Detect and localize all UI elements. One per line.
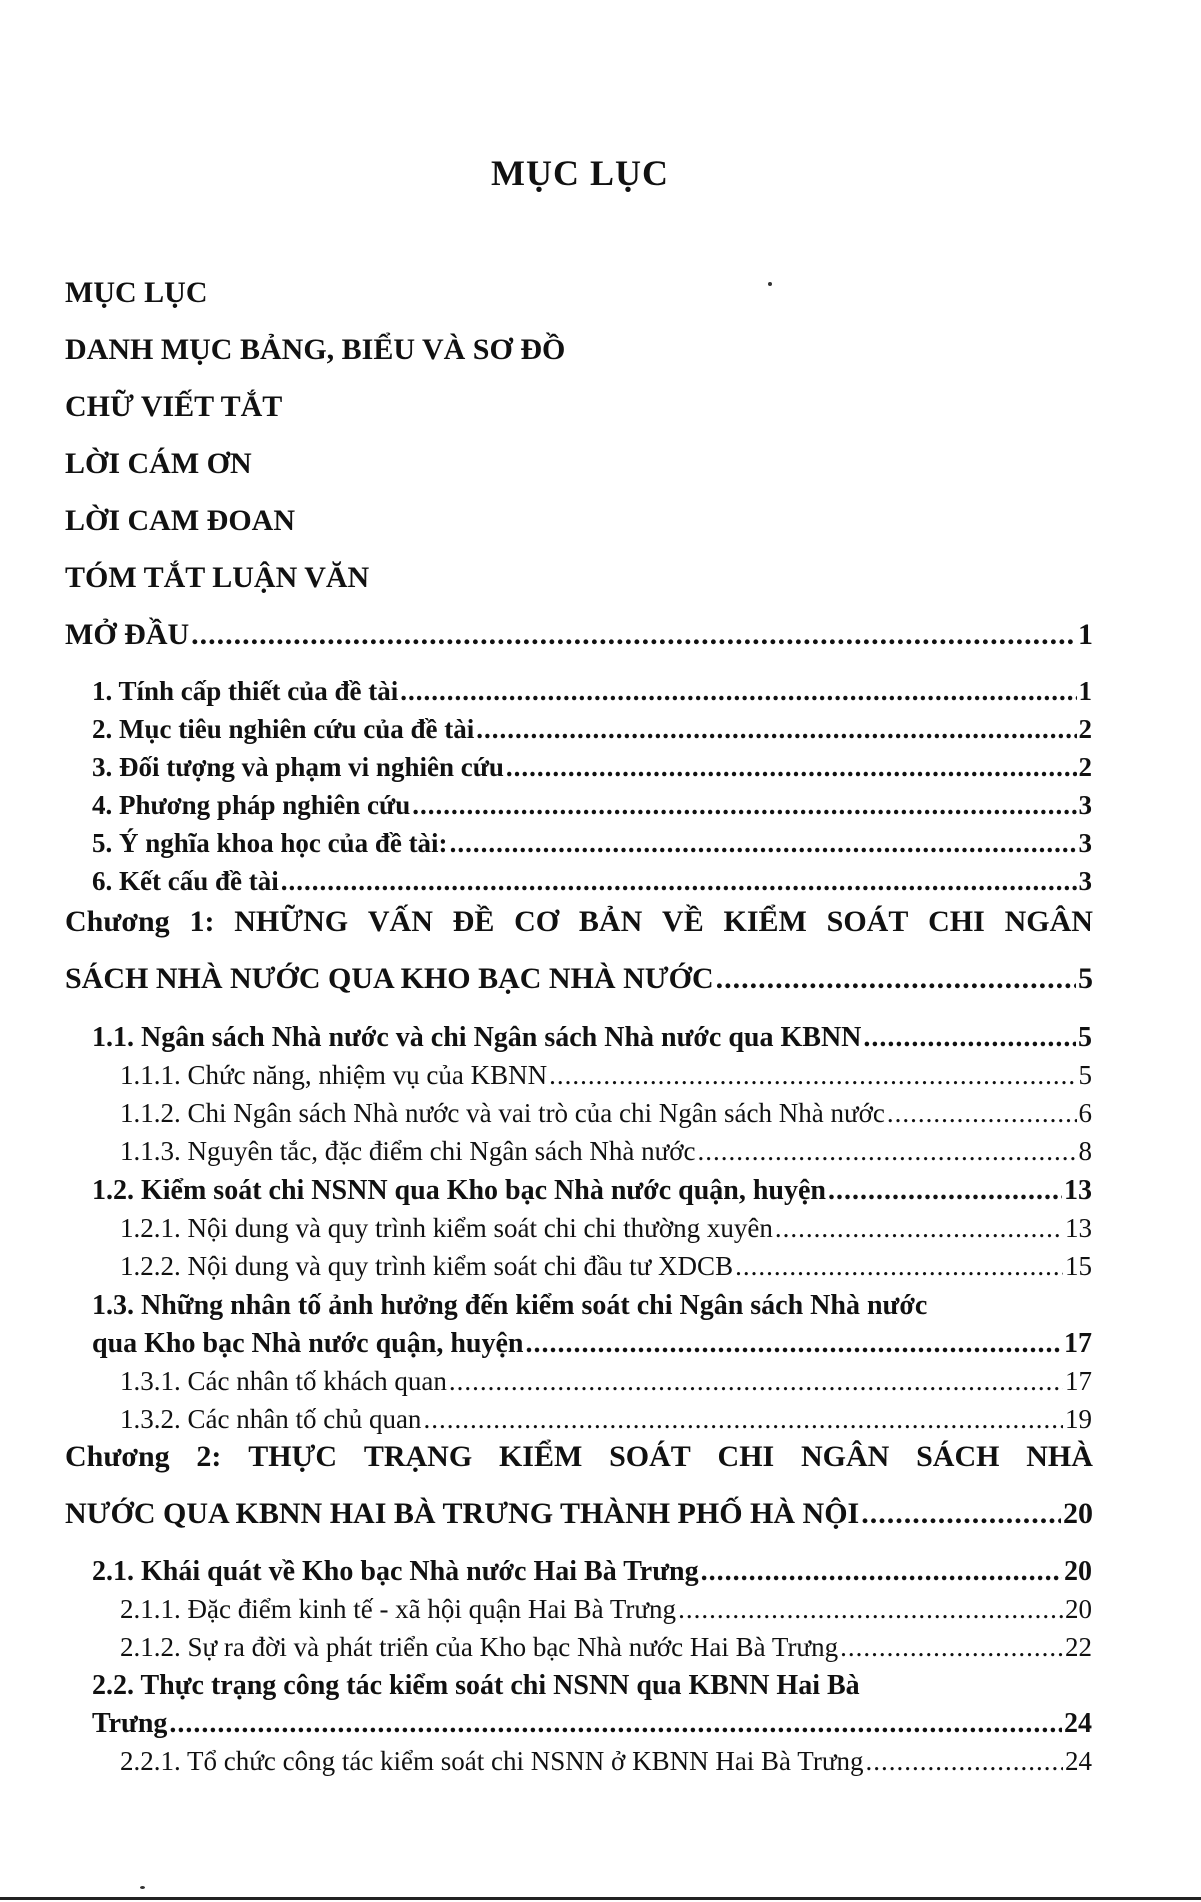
- toc-entry-label: 3. Đối tượng và phạm vi nghiên cứu: [92, 752, 504, 782]
- toc-chapter-1-line-2: [65, 962, 1093, 996]
- toc-entry-label: 2.2.1. Tổ chức công tác kiểm soát chi NSNN ở KBNN Hai Bà Trưng: [120, 1746, 864, 1776]
- toc-section: [92, 1022, 1092, 1054]
- toc-page-number: 8: [1078, 1136, 1092, 1166]
- toc-leader-dots: [191, 618, 1076, 652]
- toc-entry-label: 2.1.2. Sự ra đời và phát triển của Kho bạc Nhà nước Hai Bà Trưng: [120, 1632, 839, 1662]
- toc-chapter-2-line-1: [65, 1440, 1093, 1474]
- toc-leader-dots: [716, 962, 1076, 996]
- toc-front-item: MỤC LỤC: [65, 276, 208, 309]
- toc-subsection: [120, 1060, 1092, 1091]
- toc-leader-dots: [476, 714, 1076, 745]
- toc-page-number: 13: [1064, 1175, 1092, 1206]
- toc-leader-dots: [701, 1556, 1062, 1588]
- chapter-word: CHI: [717, 1440, 775, 1473]
- toc-entry-label: 1. Tính cấp thiết của đề tài: [92, 676, 399, 706]
- chapter-word: SOÁT: [826, 905, 909, 938]
- toc-entry: [92, 828, 1092, 859]
- chapter-word: THỰC: [248, 1440, 338, 1473]
- toc-leader-dots: [697, 1136, 1076, 1167]
- toc-entry-label: 1.2.2. Nội dung và quy trình kiểm soát chi đầu tư XDCB: [120, 1251, 734, 1281]
- toc-subsection: [120, 1366, 1092, 1397]
- scan-edge-line: [0, 1897, 1201, 1900]
- chapter-word: BẢN: [578, 905, 643, 938]
- toc-section-line-1: 1.3. Những nhân tố ảnh hưởng đến kiểm soát chi Ngân sách Nhà nước: [92, 1290, 928, 1321]
- toc-subsection: [120, 1594, 1092, 1625]
- toc-page-number: 2: [1078, 714, 1092, 744]
- toc-leader-dots: [861, 1497, 1061, 1531]
- page-title: MỤC LỤC: [491, 153, 669, 193]
- toc-page-number: 20: [1063, 1497, 1093, 1530]
- toc-page-number: 3: [1078, 790, 1092, 820]
- toc-page-number: 5: [1078, 1022, 1092, 1053]
- toc-entry: [92, 676, 1092, 707]
- toc-chapter-1-line-1: [65, 905, 1093, 939]
- toc-leader-dots: [828, 1175, 1062, 1207]
- toc-chapter-2-line-2: [65, 1497, 1093, 1531]
- toc-section: [92, 1708, 1092, 1740]
- toc-subsection: [120, 1098, 1092, 1129]
- chapter-word: CHI: [928, 905, 985, 938]
- toc-subsection: [120, 1213, 1092, 1244]
- toc-entry-label: 1.1.1. Chức năng, nhiệm vụ của KBNN: [120, 1060, 548, 1090]
- toc-entry-label: 1.3.1. Các nhân tố khách quan: [120, 1366, 447, 1396]
- toc-subsection: [120, 1746, 1092, 1777]
- toc-leader-dots: [169, 1708, 1062, 1740]
- toc-front-item: TÓM TẮT LUẬN VĂN: [65, 561, 370, 594]
- toc-page-number: 13: [1065, 1213, 1092, 1243]
- toc-entry-label: 4. Phương pháp nghiên cứu: [92, 790, 411, 820]
- chapter-word: VẤN: [367, 905, 433, 938]
- toc-page-number: 6: [1078, 1098, 1092, 1128]
- toc-page-number: 5: [1078, 962, 1093, 995]
- chapter-word: NHỮNG: [234, 905, 349, 938]
- toc-page-number: 17: [1065, 1366, 1092, 1396]
- toc-front-item: DANH MỤC BẢNG, BIỂU VÀ SƠ ĐỒ: [65, 333, 566, 366]
- toc-entry-label: 1.3.2. Các nhân tố chủ quan: [120, 1404, 422, 1434]
- toc-section-line-1: 2.2. Thực trạng công tác kiểm soát chi NSNN qua KBNN Hai Bà: [92, 1670, 860, 1701]
- toc-leader-dots: [281, 866, 1077, 897]
- toc-subsection: [120, 1404, 1092, 1435]
- toc-leader-dots: [449, 1366, 1063, 1397]
- toc-entry-label: MỞ ĐẦU: [65, 618, 190, 651]
- toc-front-item: CHỮ VIẾT TẮT: [65, 390, 283, 423]
- toc-leader-dots: [525, 1328, 1062, 1360]
- toc-leader-dots: [840, 1632, 1063, 1663]
- toc-leader-dots: [423, 1404, 1063, 1435]
- chapter-word: 2:: [196, 1440, 222, 1473]
- toc-entry-label: 1.1.2. Chi Ngân sách Nhà nước và vai trò của chi Ngân sách Nhà nước: [120, 1098, 885, 1128]
- toc-leader-dots: [887, 1098, 1077, 1129]
- toc-page-number: 24: [1065, 1746, 1092, 1776]
- toc-entry-label: Trưng: [92, 1708, 168, 1739]
- toc-subsection: [120, 1632, 1092, 1663]
- toc-page-number: 20: [1064, 1556, 1092, 1587]
- chapter-word: NGÂN: [1004, 905, 1093, 938]
- toc-leader-dots: [549, 1060, 1076, 1091]
- toc-section: [92, 1328, 1092, 1360]
- toc-entry-label: 1.2.1. Nội dung và quy trình kiểm soát chi chi thường xuyên: [120, 1213, 773, 1243]
- chapter-word: KIỂM: [723, 905, 807, 938]
- toc-page-number: 22: [1065, 1632, 1092, 1662]
- toc-entry-label: SÁCH NHÀ NƯỚC QUA KHO BẠC NHÀ NƯỚC: [65, 962, 714, 995]
- toc-entry-label: 5. Ý nghĩa khoa học của đề tài:: [92, 828, 448, 858]
- toc-front-item: LỜI CAM ĐOAN: [65, 504, 295, 537]
- toc-page-number: 5: [1078, 1060, 1092, 1090]
- chapter-word: 1:: [189, 905, 215, 938]
- toc-entry-label: 2. Mục tiêu nghiên cứu của đề tài: [92, 714, 475, 744]
- scan-speck: [140, 1886, 145, 1889]
- chapter-word: Chương: [65, 905, 170, 938]
- toc-entry: [92, 714, 1092, 745]
- toc-page-number: 20: [1065, 1594, 1092, 1624]
- chapter-word: KIỂM: [498, 1440, 583, 1473]
- toc-page-number: 1: [1078, 618, 1093, 651]
- chapter-word: NGÂN: [800, 1440, 890, 1473]
- scan-speck: [768, 282, 772, 286]
- toc-entry-label: 1.1.3. Nguyên tắc, đặc điểm chi Ngân sách Nhà nước: [120, 1136, 696, 1166]
- toc-page-number: 2: [1078, 752, 1092, 782]
- toc-section: [92, 1556, 1092, 1588]
- toc-page-number: 3: [1078, 866, 1092, 896]
- toc-leader-dots: [863, 1022, 1076, 1054]
- chapter-word: SOÁT: [609, 1440, 691, 1473]
- toc-leader-dots: [865, 1746, 1063, 1777]
- chapter-word: SÁCH: [916, 1440, 1000, 1473]
- toc-leader-dots: [678, 1594, 1063, 1625]
- toc-entry-label: NƯỚC QUA KBNN HAI BÀ TRƯNG THÀNH PHỐ HÀ NỘI: [65, 1497, 860, 1530]
- toc-section: [92, 1175, 1092, 1207]
- toc-front-item: LỜI CÁM ƠN: [65, 447, 252, 480]
- toc-entry-label: 1.1. Ngân sách Nhà nước và chi Ngân sách Nhà nước qua KBNN: [92, 1022, 862, 1053]
- toc-subsection: [120, 1251, 1092, 1282]
- toc-entry-label: 1.2. Kiểm soát chi NSNN qua Kho bạc Nhà nước quận, huyện: [92, 1175, 827, 1206]
- toc-entry: [92, 790, 1092, 821]
- chapter-word: CƠ: [514, 905, 560, 938]
- toc-page-number: 17: [1064, 1328, 1092, 1359]
- toc-entry: [92, 866, 1092, 897]
- toc-leader-dots: [400, 676, 1076, 707]
- chapter-word: TRẠNG: [363, 1440, 473, 1473]
- toc-subsection: [120, 1136, 1092, 1167]
- toc-leader-dots: [735, 1251, 1063, 1282]
- toc-leader-dots: [412, 790, 1076, 821]
- toc-entry-mo-dau: [65, 618, 1093, 652]
- toc-leader-dots: [506, 752, 1077, 783]
- chapter-word: ĐỀ: [452, 905, 495, 938]
- toc-page-number: 19: [1065, 1404, 1092, 1434]
- toc-page-number: 15: [1065, 1251, 1092, 1281]
- toc-page-number: 24: [1064, 1708, 1092, 1739]
- chapter-word: VỀ: [662, 905, 704, 938]
- toc-entry-label: 2.1. Khái quát về Kho bạc Nhà nước Hai Bà Trưng: [92, 1556, 699, 1587]
- toc-page-number: 3: [1078, 828, 1092, 858]
- toc-leader-dots: [775, 1213, 1063, 1244]
- toc-entry-label: 6. Kết cấu đề tài: [92, 866, 279, 896]
- chapter-word: NHÀ: [1026, 1440, 1093, 1473]
- toc-entry: [92, 752, 1092, 783]
- chapter-word: Chương: [65, 1440, 170, 1473]
- toc-entry-label: 2.1.1. Đặc điểm kinh tế - xã hội quận Hai Bà Trưng: [120, 1594, 677, 1624]
- toc-page-number: 1: [1078, 676, 1092, 706]
- toc-leader-dots: [450, 828, 1077, 859]
- toc-entry-label: qua Kho bạc Nhà nước quận, huyện: [92, 1328, 524, 1359]
